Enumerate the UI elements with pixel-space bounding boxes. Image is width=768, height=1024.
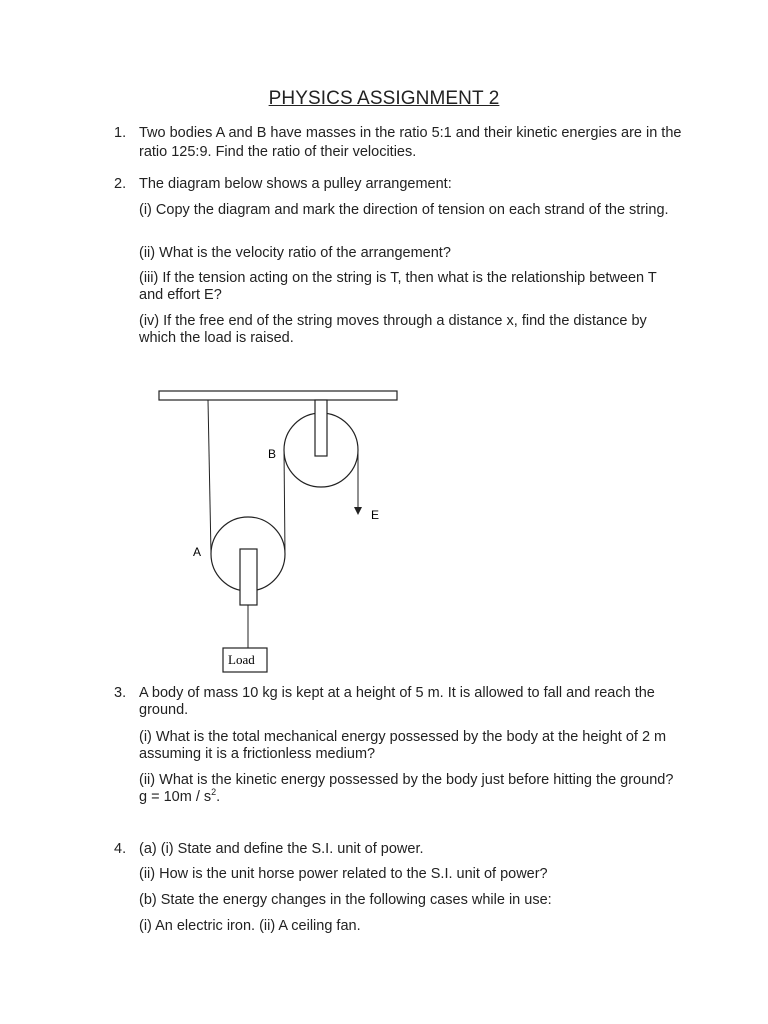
label-a: A bbox=[193, 545, 202, 559]
label-e: E bbox=[371, 508, 380, 522]
question-2-part-1: (i) Copy the diagram and mark the direction of tension on each strand of the string. bbox=[139, 202, 669, 218]
question-3-part-2 bbox=[139, 772, 684, 806]
question-number: 4. bbox=[114, 841, 127, 857]
question-text: A body of mass 10 kg is kept at a height of 5 m. It is allowed to fall and reach the ground. bbox=[139, 685, 655, 718]
question-2-part-4: (iv) If the free end of the string moves through a distance x, find the distance by which the load is raised. bbox=[139, 313, 647, 346]
question-2-part-2: (ii) What is the velocity ratio of the arrangement? bbox=[139, 245, 451, 261]
question-3-part-2-end: . bbox=[216, 789, 221, 805]
pulley-diagram bbox=[150, 382, 420, 682]
question-4-part-4: (i) An electric iron. (ii) A ceiling fan. bbox=[139, 918, 361, 934]
question-text: (a) (i) State and define the S.I. unit of power. bbox=[139, 841, 424, 857]
load-label: Load bbox=[228, 652, 255, 667]
question-text: The diagram below shows a pulley arrangement: bbox=[139, 176, 452, 192]
question-2-part-3: (iii) If the tension acting on the string is T, then what is the relationship between T and effort E? bbox=[139, 270, 657, 303]
question-4-part-2: (ii) How is the unit horse power related to the S.I. unit of power? bbox=[139, 866, 548, 882]
question-4-part-3: (b) State the energy changes in the following cases while in use: bbox=[139, 892, 552, 908]
string-strand-left bbox=[208, 400, 211, 554]
ceiling-beam bbox=[159, 391, 397, 400]
fixed-pulley-clamp bbox=[315, 400, 327, 456]
string-strand-middle bbox=[284, 450, 285, 554]
label-b: B bbox=[268, 447, 277, 461]
page-title: PHYSICS ASSIGNMENT 2 bbox=[268, 88, 500, 109]
question-number: 3. bbox=[114, 685, 127, 701]
question-number: 2. bbox=[114, 176, 127, 192]
question-number: 1. bbox=[114, 125, 127, 141]
movable-pulley-block bbox=[240, 549, 257, 605]
exponent: 2 bbox=[211, 787, 217, 798]
question-3-part-1: (i) What is the total mechanical energy possessed by the body at the height of 2 m assuming it is a frictionless medium? bbox=[139, 729, 667, 762]
question-text: Two bodies A and B have masses in the ratio 5:1 and their kinetic energies are in the ratio 125:9. Find the ratio of their velocities. bbox=[139, 125, 682, 160]
question-3-part-2-text: (ii) What is the kinetic energy possessed by the body just before hitting the ground? g = 10m / s bbox=[139, 772, 674, 805]
effort-arrow-icon bbox=[354, 507, 362, 515]
